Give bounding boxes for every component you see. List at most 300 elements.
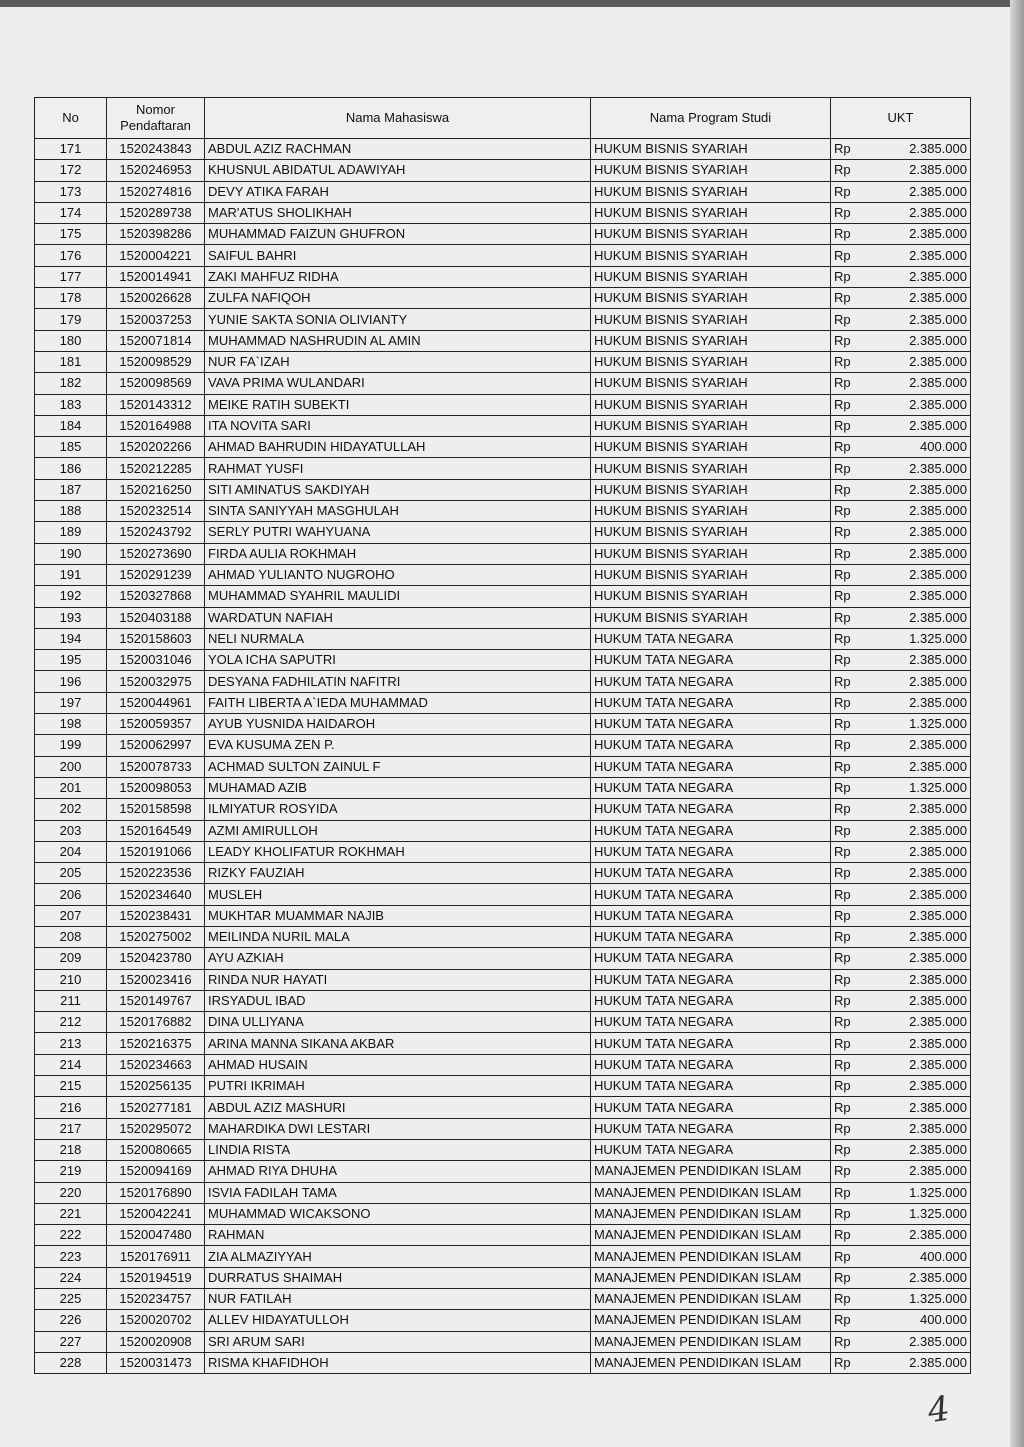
- cell-study-program: HUKUM TATA NEGARA: [591, 1139, 831, 1160]
- cell-currency: Rp: [831, 692, 875, 713]
- cell-currency: Rp: [831, 437, 875, 458]
- cell-study-program: HUKUM BISNIS SYARIAH: [591, 139, 831, 160]
- cell-no: 172: [35, 160, 107, 181]
- cell-registration-number: 1520327868: [107, 586, 205, 607]
- cell-ukt-amount: 2.385.000: [875, 330, 971, 351]
- cell-currency: Rp: [831, 1246, 875, 1267]
- cell-no: 185: [35, 437, 107, 458]
- cell-registration-number: 1520232514: [107, 501, 205, 522]
- cell-no: 219: [35, 1161, 107, 1182]
- cell-registration-number: 1520047480: [107, 1225, 205, 1246]
- cell-registration-number: 1520403188: [107, 607, 205, 628]
- cell-currency: Rp: [831, 1203, 875, 1224]
- cell-ukt-amount: 2.385.000: [875, 1161, 971, 1182]
- cell-ukt-amount: 2.385.000: [875, 266, 971, 287]
- handwritten-page-number: 4: [925, 1388, 953, 1432]
- cell-no: 217: [35, 1118, 107, 1139]
- table-row: [35, 948, 971, 969]
- table-row: [35, 884, 971, 905]
- cell-study-program: HUKUM TATA NEGARA: [591, 969, 831, 990]
- cell-currency: Rp: [831, 650, 875, 671]
- header-no: No: [35, 98, 107, 139]
- cell-registration-number: 1520398286: [107, 224, 205, 245]
- cell-currency: Rp: [831, 522, 875, 543]
- cell-student-name: RIZKY FAUZIAH: [205, 863, 591, 884]
- cell-student-name: WARDATUN NAFIAH: [205, 607, 591, 628]
- cell-study-program: HUKUM TATA NEGARA: [591, 671, 831, 692]
- cell-ukt-amount: 2.385.000: [875, 181, 971, 202]
- cell-ukt-amount: 2.385.000: [875, 692, 971, 713]
- cell-ukt-amount: 2.385.000: [875, 1139, 971, 1160]
- cell-no: 182: [35, 373, 107, 394]
- cell-no: 211: [35, 990, 107, 1011]
- cell-registration-number: 1520216375: [107, 1033, 205, 1054]
- cell-registration-number: 1520223536: [107, 863, 205, 884]
- cell-registration-number: 1520176882: [107, 1012, 205, 1033]
- scan-top-edge: [0, 0, 1024, 7]
- cell-ukt-amount: 2.385.000: [875, 415, 971, 436]
- cell-registration-number: 1520191066: [107, 841, 205, 862]
- cell-student-name: SRI ARUM SARI: [205, 1331, 591, 1352]
- cell-student-name: DURRATUS SHAIMAH: [205, 1267, 591, 1288]
- cell-ukt-amount: 2.385.000: [875, 543, 971, 564]
- cell-currency: Rp: [831, 202, 875, 223]
- cell-no: 225: [35, 1289, 107, 1310]
- table-row: [35, 202, 971, 223]
- cell-no: 216: [35, 1097, 107, 1118]
- cell-student-name: ZULFA NAFIQOH: [205, 288, 591, 309]
- cell-study-program: HUKUM BISNIS SYARIAH: [591, 586, 831, 607]
- cell-registration-number: 1520037253: [107, 309, 205, 330]
- table-row: [35, 1118, 971, 1139]
- cell-registration-number: 1520234640: [107, 884, 205, 905]
- cell-study-program: MANAJEMEN PENDIDIKAN ISLAM: [591, 1225, 831, 1246]
- table-body: [35, 139, 971, 1374]
- cell-currency: Rp: [831, 820, 875, 841]
- cell-registration-number: 1520164549: [107, 820, 205, 841]
- cell-student-name: AHMAD RIYA DHUHA: [205, 1161, 591, 1182]
- cell-currency: Rp: [831, 1352, 875, 1373]
- cell-student-name: RISMA KHAFIDHOH: [205, 1352, 591, 1373]
- cell-currency: Rp: [831, 1225, 875, 1246]
- cell-currency: Rp: [831, 373, 875, 394]
- cell-student-name: RAHMAT YUSFI: [205, 458, 591, 479]
- cell-no: 227: [35, 1331, 107, 1352]
- cell-student-name: LEADY KHOLIFATUR ROKHMAH: [205, 841, 591, 862]
- cell-study-program: HUKUM TATA NEGARA: [591, 756, 831, 777]
- cell-ukt-amount: 2.385.000: [875, 926, 971, 947]
- cell-currency: Rp: [831, 415, 875, 436]
- cell-registration-number: 1520291239: [107, 564, 205, 585]
- cell-no: 226: [35, 1310, 107, 1331]
- cell-study-program: HUKUM TATA NEGARA: [591, 714, 831, 735]
- scan-right-edge: [1010, 0, 1024, 1447]
- cell-student-name: MUKHTAR MUAMMAR NAJIB: [205, 905, 591, 926]
- table-row: [35, 905, 971, 926]
- cell-currency: Rp: [831, 948, 875, 969]
- cell-ukt-amount: 2.385.000: [875, 309, 971, 330]
- cell-no: 222: [35, 1225, 107, 1246]
- cell-study-program: HUKUM BISNIS SYARIAH: [591, 522, 831, 543]
- cell-no: 220: [35, 1182, 107, 1203]
- cell-study-program: MANAJEMEN PENDIDIKAN ISLAM: [591, 1289, 831, 1310]
- cell-registration-number: 1520004221: [107, 245, 205, 266]
- cell-currency: Rp: [831, 139, 875, 160]
- cell-study-program: MANAJEMEN PENDIDIKAN ISLAM: [591, 1352, 831, 1373]
- cell-student-name: SINTA SANIYYAH MASGHULAH: [205, 501, 591, 522]
- cell-ukt-amount: 2.385.000: [875, 1054, 971, 1075]
- cell-registration-number: 1520014941: [107, 266, 205, 287]
- cell-registration-number: 1520176911: [107, 1246, 205, 1267]
- cell-no: 173: [35, 181, 107, 202]
- cell-ukt-amount: 2.385.000: [875, 990, 971, 1011]
- cell-study-program: HUKUM TATA NEGARA: [591, 990, 831, 1011]
- table-row: [35, 650, 971, 671]
- table-row: [35, 245, 971, 266]
- cell-ukt-amount: 2.385.000: [875, 1225, 971, 1246]
- cell-ukt-amount: 2.385.000: [875, 394, 971, 415]
- table-row: [35, 1076, 971, 1097]
- cell-student-name: MEIKE RATIH SUBEKTI: [205, 394, 591, 415]
- cell-no: 191: [35, 564, 107, 585]
- cell-study-program: HUKUM BISNIS SYARIAH: [591, 564, 831, 585]
- cell-currency: Rp: [831, 628, 875, 649]
- cell-no: 212: [35, 1012, 107, 1033]
- cell-no: 214: [35, 1054, 107, 1075]
- table-row: [35, 1331, 971, 1352]
- table-row: [35, 1352, 971, 1373]
- cell-registration-number: 1520202266: [107, 437, 205, 458]
- cell-student-name: MUHAMMAD WICAKSONO: [205, 1203, 591, 1224]
- cell-no: 190: [35, 543, 107, 564]
- table-row: [35, 1139, 971, 1160]
- cell-study-program: MANAJEMEN PENDIDIKAN ISLAM: [591, 1310, 831, 1331]
- cell-registration-number: 1520246953: [107, 160, 205, 181]
- cell-no: 192: [35, 586, 107, 607]
- cell-study-program: HUKUM TATA NEGARA: [591, 1076, 831, 1097]
- cell-no: 194: [35, 628, 107, 649]
- cell-registration-number: 1520289738: [107, 202, 205, 223]
- table-row: [35, 1012, 971, 1033]
- cell-ukt-amount: 2.385.000: [875, 458, 971, 479]
- cell-currency: Rp: [831, 1331, 875, 1352]
- cell-student-name: EVA KUSUMA ZEN P.: [205, 735, 591, 756]
- cell-no: 176: [35, 245, 107, 266]
- cell-registration-number: 1520032975: [107, 671, 205, 692]
- cell-currency: Rp: [831, 1097, 875, 1118]
- table-row: [35, 692, 971, 713]
- cell-registration-number: 1520080665: [107, 1139, 205, 1160]
- cell-ukt-amount: 400.000: [875, 437, 971, 458]
- cell-currency: Rp: [831, 1267, 875, 1288]
- cell-ukt-amount: 2.385.000: [875, 373, 971, 394]
- table-row: [35, 735, 971, 756]
- cell-ukt-amount: 2.385.000: [875, 1076, 971, 1097]
- cell-currency: Rp: [831, 1139, 875, 1160]
- cell-currency: Rp: [831, 969, 875, 990]
- header-student-name: Nama Mahasiswa: [205, 98, 591, 139]
- cell-student-name: ZIA ALMAZIYYAH: [205, 1246, 591, 1267]
- cell-registration-number: 1520274816: [107, 181, 205, 202]
- cell-ukt-amount: 2.385.000: [875, 288, 971, 309]
- table-row: [35, 1054, 971, 1075]
- cell-currency: Rp: [831, 841, 875, 862]
- cell-study-program: HUKUM BISNIS SYARIAH: [591, 479, 831, 500]
- cell-currency: Rp: [831, 863, 875, 884]
- cell-registration-number: 1520194519: [107, 1267, 205, 1288]
- cell-ukt-amount: 2.385.000: [875, 905, 971, 926]
- cell-study-program: HUKUM BISNIS SYARIAH: [591, 373, 831, 394]
- cell-ukt-amount: 400.000: [875, 1246, 971, 1267]
- cell-student-name: FAITH LIBERTA A`IEDA MUHAMMAD: [205, 692, 591, 713]
- cell-student-name: IRSYADUL IBAD: [205, 990, 591, 1011]
- cell-registration-number: 1520234757: [107, 1289, 205, 1310]
- cell-no: 174: [35, 202, 107, 223]
- cell-currency: Rp: [831, 884, 875, 905]
- cell-study-program: HUKUM BISNIS SYARIAH: [591, 309, 831, 330]
- cell-student-name: MUHAMMAD FAIZUN GHUFRON: [205, 224, 591, 245]
- cell-ukt-amount: 2.385.000: [875, 820, 971, 841]
- cell-currency: Rp: [831, 671, 875, 692]
- cell-ukt-amount: 2.385.000: [875, 1097, 971, 1118]
- cell-no: 199: [35, 735, 107, 756]
- cell-student-name: AHMAD YULIANTO NUGROHO: [205, 564, 591, 585]
- cell-student-name: DINA ULLIYANA: [205, 1012, 591, 1033]
- cell-currency: Rp: [831, 458, 875, 479]
- cell-registration-number: 1520176890: [107, 1182, 205, 1203]
- table-row: [35, 926, 971, 947]
- cell-ukt-amount: 2.385.000: [875, 224, 971, 245]
- cell-currency: Rp: [831, 756, 875, 777]
- cell-student-name: ABDUL AZIZ MASHURI: [205, 1097, 591, 1118]
- cell-registration-number: 1520098529: [107, 351, 205, 372]
- cell-study-program: HUKUM BISNIS SYARIAH: [591, 202, 831, 223]
- cell-no: 181: [35, 351, 107, 372]
- cell-student-name: MUSLEH: [205, 884, 591, 905]
- cell-student-name: YOLA ICHA SAPUTRI: [205, 650, 591, 671]
- cell-study-program: HUKUM TATA NEGARA: [591, 1118, 831, 1139]
- table-row: [35, 501, 971, 522]
- cell-ukt-amount: 2.385.000: [875, 1267, 971, 1288]
- cell-registration-number: 1520212285: [107, 458, 205, 479]
- cell-currency: Rp: [831, 714, 875, 735]
- cell-student-name: MUHAMMAD SYAHRIL MAULIDI: [205, 586, 591, 607]
- cell-study-program: HUKUM TATA NEGARA: [591, 884, 831, 905]
- cell-student-name: AHMAD BAHRUDIN HIDAYATULLAH: [205, 437, 591, 458]
- cell-registration-number: 1520023416: [107, 969, 205, 990]
- table-row: [35, 714, 971, 735]
- table-row: [35, 1097, 971, 1118]
- table-row: [35, 330, 971, 351]
- cell-registration-number: 1520158603: [107, 628, 205, 649]
- cell-registration-number: 1520059357: [107, 714, 205, 735]
- cell-study-program: HUKUM BISNIS SYARIAH: [591, 415, 831, 436]
- cell-no: 197: [35, 692, 107, 713]
- cell-currency: Rp: [831, 905, 875, 926]
- cell-no: 178: [35, 288, 107, 309]
- cell-currency: Rp: [831, 330, 875, 351]
- table-row: [35, 863, 971, 884]
- cell-ukt-amount: 2.385.000: [875, 735, 971, 756]
- cell-ukt-amount: 1.325.000: [875, 628, 971, 649]
- cell-no: 205: [35, 863, 107, 884]
- cell-study-program: MANAJEMEN PENDIDIKAN ISLAM: [591, 1161, 831, 1182]
- table-row: [35, 628, 971, 649]
- cell-no: 184: [35, 415, 107, 436]
- cell-no: 195: [35, 650, 107, 671]
- cell-study-program: HUKUM TATA NEGARA: [591, 905, 831, 926]
- cell-currency: Rp: [831, 990, 875, 1011]
- cell-ukt-amount: 1.325.000: [875, 1182, 971, 1203]
- table-row: [35, 1225, 971, 1246]
- cell-student-name: MAR'ATUS SHOLIKHAH: [205, 202, 591, 223]
- cell-currency: Rp: [831, 245, 875, 266]
- cell-student-name: AYUB YUSNIDA HAIDAROH: [205, 714, 591, 735]
- cell-currency: Rp: [831, 309, 875, 330]
- cell-study-program: MANAJEMEN PENDIDIKAN ISLAM: [591, 1203, 831, 1224]
- cell-registration-number: 1520158598: [107, 799, 205, 820]
- cell-registration-number: 1520234663: [107, 1054, 205, 1075]
- cell-currency: Rp: [831, 1012, 875, 1033]
- table-row: [35, 288, 971, 309]
- cell-ukt-amount: 2.385.000: [875, 607, 971, 628]
- cell-no: 207: [35, 905, 107, 926]
- cell-registration-number: 1520295072: [107, 1118, 205, 1139]
- table-row: [35, 969, 971, 990]
- cell-no: 171: [35, 139, 107, 160]
- table-row: [35, 1182, 971, 1203]
- cell-registration-number: 1520071814: [107, 330, 205, 351]
- table-row: [35, 1289, 971, 1310]
- cell-study-program: HUKUM TATA NEGARA: [591, 628, 831, 649]
- table-row: [35, 224, 971, 245]
- cell-ukt-amount: 2.385.000: [875, 1118, 971, 1139]
- cell-registration-number: 1520273690: [107, 543, 205, 564]
- cell-no: 200: [35, 756, 107, 777]
- cell-no: 215: [35, 1076, 107, 1097]
- cell-currency: Rp: [831, 351, 875, 372]
- table-row: [35, 1203, 971, 1224]
- cell-currency: Rp: [831, 266, 875, 287]
- cell-no: 224: [35, 1267, 107, 1288]
- cell-currency: Rp: [831, 926, 875, 947]
- cell-study-program: HUKUM BISNIS SYARIAH: [591, 330, 831, 351]
- cell-study-program: HUKUM TATA NEGARA: [591, 1033, 831, 1054]
- cell-ukt-amount: 2.385.000: [875, 564, 971, 585]
- cell-study-program: MANAJEMEN PENDIDIKAN ISLAM: [591, 1246, 831, 1267]
- cell-study-program: HUKUM TATA NEGARA: [591, 799, 831, 820]
- cell-no: 198: [35, 714, 107, 735]
- cell-ukt-amount: 2.385.000: [875, 1033, 971, 1054]
- cell-no: 218: [35, 1139, 107, 1160]
- cell-ukt-amount: 2.385.000: [875, 671, 971, 692]
- cell-study-program: HUKUM TATA NEGARA: [591, 1054, 831, 1075]
- cell-registration-number: 1520031046: [107, 650, 205, 671]
- cell-ukt-amount: 2.385.000: [875, 160, 971, 181]
- cell-student-name: RINDA NUR HAYATI: [205, 969, 591, 990]
- cell-no: 209: [35, 948, 107, 969]
- cell-student-name: ILMIYATUR ROSYIDA: [205, 799, 591, 820]
- cell-ukt-amount: 2.385.000: [875, 1331, 971, 1352]
- cell-ukt-amount: 2.385.000: [875, 1012, 971, 1033]
- cell-no: 221: [35, 1203, 107, 1224]
- cell-study-program: HUKUM TATA NEGARA: [591, 820, 831, 841]
- table-row: [35, 756, 971, 777]
- table-row: [35, 394, 971, 415]
- cell-study-program: MANAJEMEN PENDIDIKAN ISLAM: [591, 1182, 831, 1203]
- cell-registration-number: 1520020908: [107, 1331, 205, 1352]
- table-row: [35, 671, 971, 692]
- cell-study-program: HUKUM BISNIS SYARIAH: [591, 160, 831, 181]
- cell-ukt-amount: 400.000: [875, 1310, 971, 1331]
- table-row: [35, 415, 971, 436]
- cell-registration-number: 1520094169: [107, 1161, 205, 1182]
- cell-student-name: AYU AZKIAH: [205, 948, 591, 969]
- cell-registration-number: 1520256135: [107, 1076, 205, 1097]
- cell-study-program: HUKUM TATA NEGARA: [591, 863, 831, 884]
- table-row: [35, 266, 971, 287]
- header-ukt: UKT: [831, 98, 971, 139]
- cell-registration-number: 1520098053: [107, 777, 205, 798]
- table-row: [35, 543, 971, 564]
- cell-registration-number: 1520020702: [107, 1310, 205, 1331]
- cell-registration-number: 1520026628: [107, 288, 205, 309]
- cell-registration-number: 1520216250: [107, 479, 205, 500]
- cell-registration-number: 1520243792: [107, 522, 205, 543]
- cell-no: 210: [35, 969, 107, 990]
- cell-ukt-amount: 2.385.000: [875, 841, 971, 862]
- cell-registration-number: 1520275002: [107, 926, 205, 947]
- cell-student-name: SAIFUL BAHRI: [205, 245, 591, 266]
- cell-ukt-amount: 2.385.000: [875, 863, 971, 884]
- cell-study-program: HUKUM TATA NEGARA: [591, 735, 831, 756]
- cell-no: 186: [35, 458, 107, 479]
- cell-student-name: PUTRI IKRIMAH: [205, 1076, 591, 1097]
- cell-ukt-amount: 1.325.000: [875, 1203, 971, 1224]
- table-row: [35, 309, 971, 330]
- cell-no: 193: [35, 607, 107, 628]
- cell-currency: Rp: [831, 181, 875, 202]
- cell-student-name: MUHAMAD AZIB: [205, 777, 591, 798]
- cell-registration-number: 1520164988: [107, 415, 205, 436]
- cell-study-program: HUKUM BISNIS SYARIAH: [591, 181, 831, 202]
- cell-student-name: NUR FATILAH: [205, 1289, 591, 1310]
- cell-student-name: ARINA MANNA SIKANA AKBAR: [205, 1033, 591, 1054]
- cell-ukt-amount: 2.385.000: [875, 1352, 971, 1373]
- cell-ukt-amount: 2.385.000: [875, 351, 971, 372]
- cell-study-program: HUKUM TATA NEGARA: [591, 1012, 831, 1033]
- cell-student-name: ABDUL AZIZ RACHMAN: [205, 139, 591, 160]
- cell-registration-number: 1520044961: [107, 692, 205, 713]
- cell-currency: Rp: [831, 586, 875, 607]
- cell-ukt-amount: 2.385.000: [875, 650, 971, 671]
- cell-currency: Rp: [831, 1182, 875, 1203]
- cell-no: 223: [35, 1246, 107, 1267]
- cell-ukt-amount: 2.385.000: [875, 139, 971, 160]
- cell-study-program: HUKUM BISNIS SYARIAH: [591, 288, 831, 309]
- table-row: [35, 1310, 971, 1331]
- cell-student-name: AHMAD HUSAIN: [205, 1054, 591, 1075]
- cell-study-program: HUKUM BISNIS SYARIAH: [591, 224, 831, 245]
- cell-registration-number: 1520031473: [107, 1352, 205, 1373]
- table-header: [35, 98, 971, 139]
- table-row: [35, 799, 971, 820]
- cell-student-name: YUNIE SAKTA SONIA OLIVIANTY: [205, 309, 591, 330]
- cell-registration-number: 1520238431: [107, 905, 205, 926]
- cell-student-name: ALLEV HIDAYATULLOH: [205, 1310, 591, 1331]
- header-study-program: Nama Program Studi: [591, 98, 831, 139]
- cell-ukt-amount: 2.385.000: [875, 245, 971, 266]
